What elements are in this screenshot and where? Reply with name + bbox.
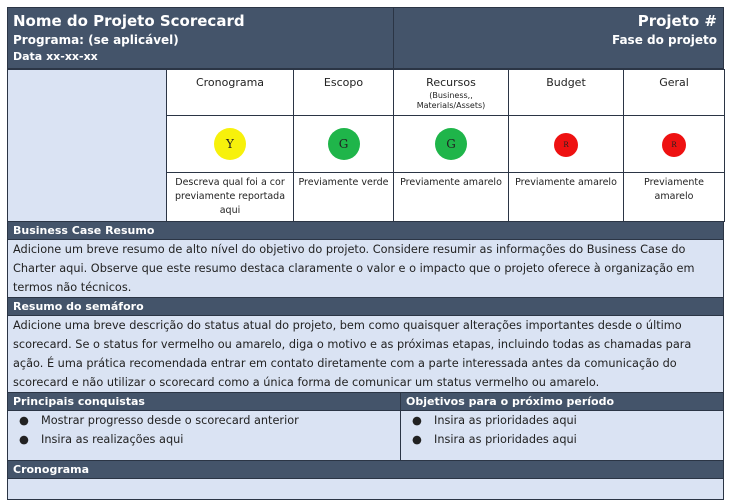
date-label: Data xx-xx-xx bbox=[13, 50, 98, 63]
schedule-content bbox=[7, 479, 724, 500]
column-header-geral bbox=[624, 70, 725, 116]
column-label: Cronograma bbox=[195, 76, 265, 89]
status-description: Descreva qual foi a cor previamente reportada aqui bbox=[167, 173, 294, 222]
achievements-list bbox=[13, 411, 395, 449]
column-label: Budget bbox=[546, 76, 586, 89]
list-item bbox=[412, 411, 718, 430]
bullet-icon: ● bbox=[19, 414, 29, 427]
status-cell-geral bbox=[624, 116, 725, 173]
schedule-heading: Cronograma bbox=[7, 461, 724, 479]
list-item bbox=[412, 430, 718, 449]
status-light-icon: R bbox=[554, 133, 578, 157]
status-cell-cronograma bbox=[167, 116, 294, 173]
status-light-icon: G bbox=[328, 128, 360, 160]
achievements-list-box bbox=[7, 411, 401, 461]
status-table bbox=[7, 69, 725, 222]
achievements-heading: Principais conquistas bbox=[7, 393, 401, 411]
project-phase: Fase do projeto bbox=[611, 33, 717, 47]
project-number: Projeto # bbox=[637, 12, 717, 30]
objectives-heading: Objetivos para o próximo período bbox=[401, 393, 724, 411]
bullet-icon: ● bbox=[412, 414, 422, 427]
status-description: Previamente amarelo bbox=[394, 173, 509, 222]
status-description: Previamente amarelo bbox=[624, 173, 725, 222]
list-item bbox=[19, 411, 395, 430]
program-label: Programa: (se aplicável) bbox=[13, 33, 179, 47]
status-cell-recursos bbox=[394, 116, 509, 173]
list-item-text: Insira as prioridades aqui bbox=[434, 433, 577, 446]
column-label: Escopo bbox=[323, 76, 364, 89]
column-header-escopo bbox=[294, 70, 394, 116]
column-header-cronograma bbox=[167, 70, 294, 116]
traffic-light-summary-text: Adicione uma breve descrição do status atual do projeto, bem como quaisquer alterações importantes desde o último scorecard. Se o status for vermelho ou amarelo, diga o motivo e as próximas etapas, incluindo todas as chamadas para ação. É uma prática recomendada entrar em contato diretamente com a parte interessada antes da comunicação do scorecard e não utilizar o scorecard como a única forma de comunicar um status vermelho ou amarelo. bbox=[7, 316, 724, 393]
header-right bbox=[394, 8, 723, 68]
status-light-icon: R bbox=[662, 133, 686, 157]
scorecard-header bbox=[7, 7, 724, 69]
scorecard-sheet bbox=[7, 7, 724, 500]
list-item-text: Insira as realizações aqui bbox=[41, 433, 184, 446]
header-left bbox=[8, 8, 394, 68]
list-item bbox=[19, 430, 395, 449]
list-item-text: Insira as prioridades aqui bbox=[434, 414, 577, 427]
column-label: Recursos bbox=[426, 76, 476, 89]
objectives-list bbox=[406, 411, 718, 449]
traffic-light-summary-heading: Resumo do semáforo bbox=[7, 298, 724, 316]
status-description: Previamente verde bbox=[294, 173, 394, 222]
column-header-recursos bbox=[394, 70, 509, 116]
objectives-list-box bbox=[401, 411, 724, 461]
achievements-objectives-row bbox=[7, 393, 724, 411]
business-case-text: Adicione um breve resumo de alto nível do objetivo do projeto. Considere resumir as informações do Business Case do Charter aqui. Observe que este resumo destaca claramente o valor e o impacto que o projeto oferece à organização em termos não técnicos. bbox=[7, 240, 724, 298]
status-cell-escopo bbox=[294, 116, 394, 173]
achievements-objectives-content bbox=[7, 411, 724, 461]
status-table-blank bbox=[8, 70, 167, 222]
status-cell-budget bbox=[509, 116, 624, 173]
list-item-text: Mostrar progresso desde o scorecard anterior bbox=[41, 414, 299, 427]
project-title: Nome do Projeto Scorecard bbox=[13, 12, 245, 30]
column-label: Geral bbox=[659, 76, 689, 89]
column-sublabel: (Business,, Materials/Assets) bbox=[416, 91, 486, 110]
status-light-icon: Y bbox=[214, 128, 246, 160]
bullet-icon: ● bbox=[19, 433, 29, 446]
column-header-budget bbox=[509, 70, 624, 116]
status-light-icon: G bbox=[435, 128, 467, 160]
status-description: Previamente amarelo bbox=[509, 173, 624, 222]
business-case-heading: Business Case Resumo bbox=[7, 222, 724, 240]
bullet-icon: ● bbox=[412, 433, 422, 446]
